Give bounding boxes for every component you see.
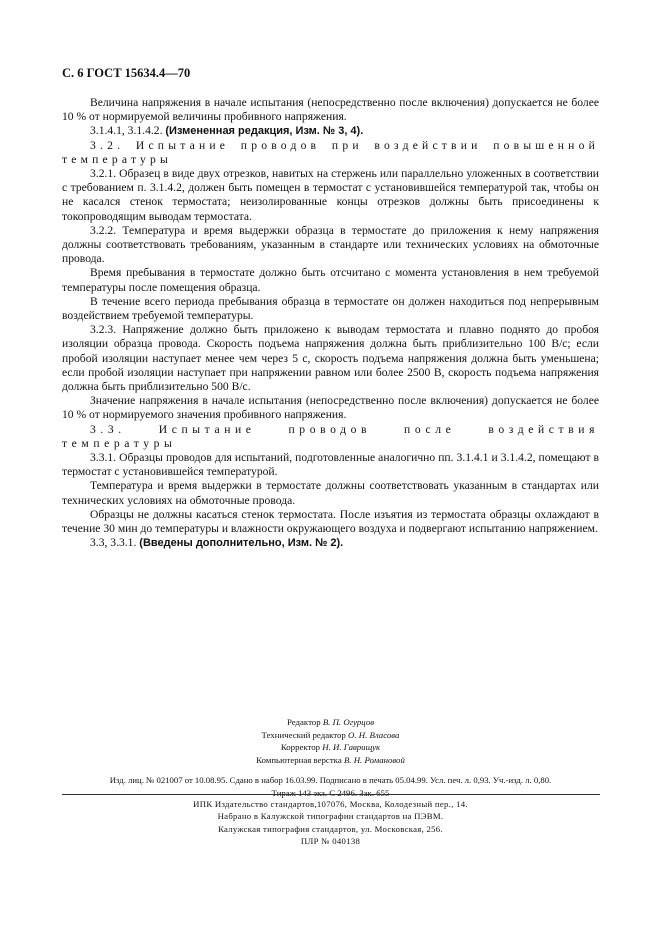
amendment-note: (Измененная редакция, Изм. № 3, 4).: [165, 125, 364, 138]
paragraph: Величина напряжения в начале испытания (непосредственно после включения) допускается не более 10 % от нормируемой величины пробивного напряжения.: [62, 96, 599, 124]
paragraph: Температура и время выдержки в термостате должны соответствовать указанным в стандартах или технических условиях на обмоточные провода.: [62, 479, 599, 507]
paragraph: Значение напряжения в начале испытания (непосредственно после включения) допускается не более 10 % от нормируемого значения пробивного напряжения.: [62, 394, 599, 422]
paragraph: 3.2.3. Напряжение должно быть приложено к выводам термостата и плавно поднято до пробоя изоляции образца провода. Скорость подъема напряжения должна быть приблизительно 100 В/с; если пробой изоляции наступает менее чем через 5 с, скорость подъема напряжения должна быть уменьшена; если пробой изоляции наступает при напряжении равном или более 2500 В, скорость подъема напряжения должна быть приблизительно 500 В/с.: [62, 323, 599, 394]
amendment-ref: 3.1.4.1, 3.1.4.2.: [90, 124, 163, 138]
editor-name: В. П. Огурцов: [322, 717, 375, 727]
section-heading: 3.3. Испытание проводов после воздействия температуры: [62, 422, 599, 450]
paragraph: Время пребывания в термостате должно быть отсчитано с момента установления в нем требуемой температуры после помещения образца.: [62, 266, 599, 294]
paragraph-amendment: [62, 536, 599, 550]
printer-line: ИПК Издательство стандартов,107076, Москва, Колодезный пер., 14.: [193, 799, 468, 809]
imprint-line: Изд. лиц. № 021007 от 10.08.95. Сдано в набор 16.03.99. Подписано в печать 05.04.99. Усл. печ. л. 0,93. Уч.-изд. л. 0,80.: [109, 775, 552, 785]
corrector-line: [62, 741, 599, 754]
paragraph: Образцы не должны касаться стенок термостата. После изъятия из термостата образцы охлаждают в течение 30 мин до температуры и влажности окружающего воздуха и подвергают испытанию напряжением.: [62, 507, 599, 536]
layout-line: [62, 754, 599, 767]
tech-editor-name: О. Н. Власова: [347, 729, 400, 740]
corrector-label: Корректор: [280, 742, 321, 752]
document-body: [62, 96, 599, 551]
corrector-name: Н. И. Гаврищук: [322, 742, 381, 752]
divider: [62, 794, 600, 795]
circulation-line: Тираж 143 экз. С 2496. Зак. 655: [271, 787, 390, 798]
tech-editor-line: [62, 729, 599, 742]
paragraph: 3.2.1. Образец в виде двух отрезков, навитых на стержень или параллельно уложенных в соответствии с требованием п. 3.1.4.2, должен быть помещен в термостат с установившейся температурой так, чтобы он не касался стенок термостата; неизолированные концы отрезков должны быть присоединены к токопроводящим выводам термостата.: [62, 167, 599, 223]
section-heading: 3.2. Испытание проводов при воздействии повышенной температуры: [62, 138, 599, 166]
paragraph-amendment: [62, 124, 599, 138]
editor-label: Редактор: [286, 717, 321, 727]
printer-info: [62, 798, 599, 847]
paragraph: 3.2.2. Температура и время выдержки образца в термостате до приложения к нему напряжения должны соответствовать требованиям, указанным в стандарте или технических условиях на обмоточные провода.: [62, 223, 599, 266]
paragraph: 3.3.1. Образцы проводов для испытаний, подготовленные аналогично пп. 3.1.4.1 и 3.1.4.2, помещают в термостат с установившейся температурой.: [62, 451, 599, 479]
layout-name: В. Н. Романовой: [343, 754, 405, 765]
amendment-ref: 3.3, 3.3.1.: [90, 536, 137, 550]
layout-label: Компьютерная верстка: [256, 754, 342, 765]
printer-line: Набрано в Калужской типографии стандартов на ПЭВМ.: [217, 811, 444, 822]
editor-line: [62, 716, 599, 729]
tech-editor-label: Технический редактор: [261, 729, 346, 740]
amendment-note: (Введены дополнительно, Изм. № 2).: [139, 537, 344, 550]
colophon: [62, 716, 599, 799]
printer-line: ПЛР № 040138: [300, 835, 361, 846]
printer-line: Калужская типография стандартов, ул. Московская, 256.: [218, 823, 443, 834]
page-header: С. 6 ГОСТ 15634.4—70: [62, 66, 191, 80]
paragraph: В течение всего периода пребывания образца в термостате он должен находиться под непрерывным воздействием требуемой температуры.: [62, 294, 599, 323]
